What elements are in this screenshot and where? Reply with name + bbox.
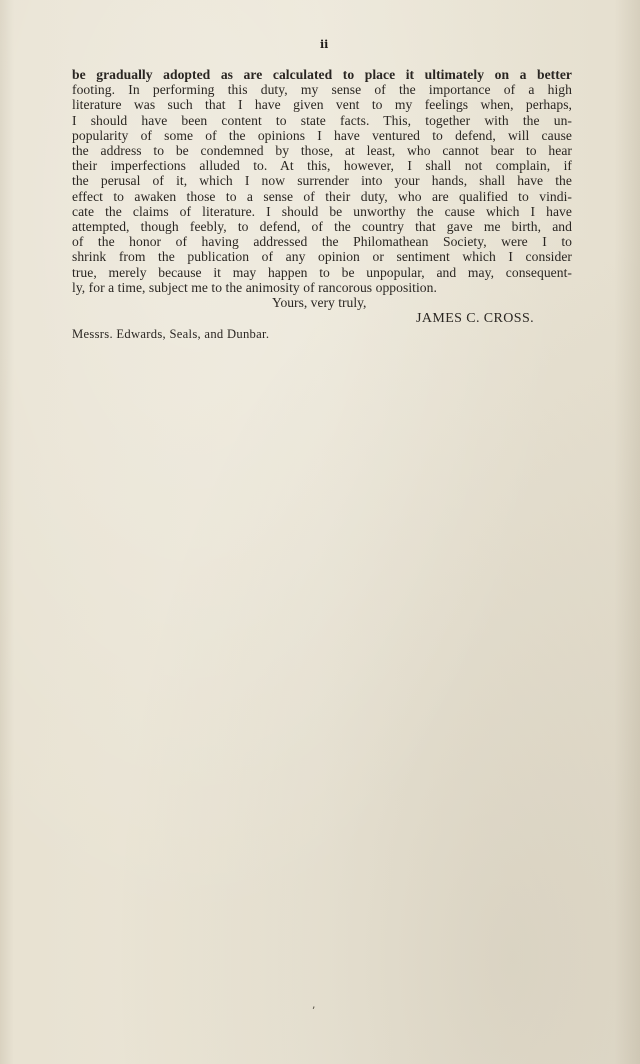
text-line: shrink from the publication of any opinion or sentiment which I consider (72, 249, 572, 265)
letter-signature: JAMES C. CROSS. (416, 311, 535, 327)
text-line: true, merely because it may happen to be unpopular, and may, consequent- (72, 264, 572, 280)
letter-addressee: Messrs. Edwards, Seals, and Dunbar. (72, 327, 270, 342)
text-line: the address to be condemned by those, at least, who cannot bear to hear (72, 143, 572, 159)
text-line: popularity of some of the opinions I have ventured to defend, will cause (72, 127, 572, 143)
text-line: effect to awaken those to a sense of their duty, who are qualified to vindi- (72, 188, 572, 204)
letter-body (72, 67, 572, 341)
text-line: the perusal of it, which I now surrender into your hands, shall have the (72, 173, 572, 189)
text-line: I should have been content to state facts. This, together with the un- (72, 112, 572, 128)
letter-closing: Yours, very truly, (272, 295, 367, 311)
text-line: attempted, though feebly, to defend, of the country that gave me birth, and (72, 219, 572, 235)
text-line: be gradually adopted as are calculated to place it ultimately on a better (72, 67, 572, 82)
text-line: literature was such that I have given vent to my feelings when, perhaps, (72, 97, 572, 113)
page-number: ii (320, 38, 329, 51)
letter-paragraph (72, 67, 572, 295)
text-line: ly, for a time, subject me to the animosity of rancorous opposition. (72, 279, 437, 295)
text-line: footing. In performing this duty, my sense of the importance of a high (72, 82, 572, 98)
text-line: of the honor of having addressed the Philomathean Society, were I to (72, 234, 572, 250)
text-line: cate the claims of literature. I should be unworthy the cause which I have (72, 203, 572, 219)
printer-mark: ’ (312, 1006, 316, 1017)
text-line: their imperfections alluded to. At this, however, I shall not complain, if (72, 158, 572, 174)
